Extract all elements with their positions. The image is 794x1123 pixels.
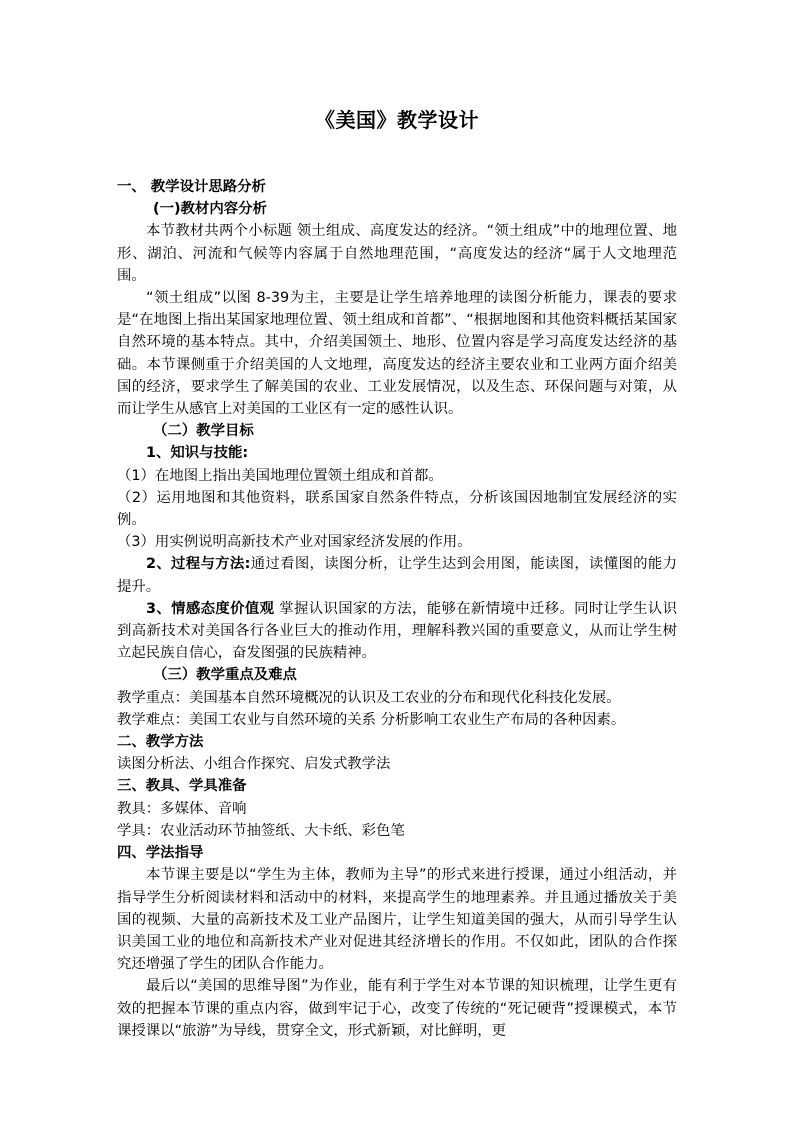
key-point-text: 教学重点：美国基本自然环境概况的认识及工农业的分布和现代化科技化发展。	[117, 689, 621, 706]
goal-attitude-label: 3、情感态度价值观	[146, 600, 275, 617]
section-4-heading: 四、学法指导	[117, 845, 204, 862]
document-title: 《美国》教学设计	[315, 108, 479, 132]
goal-process-label: 2、过程与方法:	[146, 556, 251, 573]
subsection-key-points: （三）教学重点及难点	[153, 667, 297, 684]
difficulty-text: 教学难点：美国工农业与自然环境的关系 分析影响工农业生产布局的各种因素。	[117, 711, 626, 728]
section-3-heading: 三、教具、学具准备	[117, 778, 247, 795]
paragraph-textbook-2: “领土组成”以图 8-39为主，主要是让学生培养地理的读图分析能力，课表的要求是“在地图上指出某国家地理位置、领土组成和首都”、“根据地图和其他资料概括某国家自然环境的基本特点。其中，介绍美国领土、地形、位置内容是学习高度发达经济的基础。本节课侧重于介绍美国的人文地理，高度发达的经济主要农业和工业两方面介绍美国的经济，要求学生了解美国的农业、工业发展情况，以及生态、环保问题与对策，从而让学生从感官上对美国的工业区有一定的感性认识。	[117, 290, 677, 418]
subsection-teaching-goals: （二）教学目标	[153, 423, 254, 440]
paragraph-study-guide-1: 本节课主要是以“学生为主体，教师为主导”的形式来进行授课，通过小组活动，并指导学生分析阅读材料和活动中的材料，来提高学生的地理素养。并且通过播放关于美国的视频、大量的高新技术及工业产品图片，让学生知道美国的强大，从而引导学生认识美国工业的地位和高新技术产业对促进其经济增长的作用。不仅如此，团队的合作探究还增强了学生的团队合作能力。	[117, 867, 677, 973]
teacher-tools-text: 教具：多媒体、音响	[117, 800, 247, 817]
paragraph-study-guide-2: 最后以“美国的思维导图”为作业，能有利于学生对本节课的知识梳理，让学生更有效的把握本节课的重点内容，做到牢记于心，改变了传统的“死记硬背”授课模式，本节课授课以“旅游”为导线，贯穿全文，形式新颖，对比鲜明，更	[117, 978, 677, 1039]
goal-attitude-text: 掌握认识国家的方法，能够在新情境中迁移。同时让学生认识到高新技术对美国各行各业巨大的推动作用，理解科教兴国的重要意义，从而让学生树立起民族自信心，奋发图强的民族精神。	[117, 600, 678, 662]
student-tools-text: 学具：农业活动环节抽签纸、大卡纸、彩色笔	[117, 822, 405, 839]
goal-attitude-paragraph	[117, 598, 677, 665]
goal-knowledge-item-2: （2）运用地图和其他资料，联系国家自然条件特点，分析该国因地制宜发展经济的实例。	[117, 489, 677, 529]
goal-knowledge-item-1: （1）在地图上指出美国地理位置领土组成和首都。	[117, 467, 443, 484]
teaching-methods-text: 读图分析法、小组合作探究、启发式教学法	[117, 756, 391, 773]
section-2-heading: 二、教学方法	[117, 734, 204, 751]
goal-process-text: 通过看图，读图分析，让学生达到会用图，能读图，读懂图的能力提升。	[117, 556, 677, 595]
subsection-textbook-analysis: (一)教材内容分析	[153, 201, 267, 218]
goal-knowledge-label: 1、知识与技能:	[146, 445, 249, 462]
paragraph-textbook-1: 本节教材共两个小标题 领土组成、高度发达的经济。“领土组成”中的地理位置、地形、湖泊、河流和气候等内容属于自然地理范围，“高度发达的经济“属于人文地理范围。	[117, 223, 677, 284]
goal-knowledge-item-3: （3）用实例说明高新技术产业对国家经济发展的作用。	[117, 534, 472, 551]
document-body	[117, 176, 677, 1042]
section-1-heading: 一、 教学设计思路分析	[117, 179, 266, 195]
goal-process-paragraph	[117, 553, 677, 597]
